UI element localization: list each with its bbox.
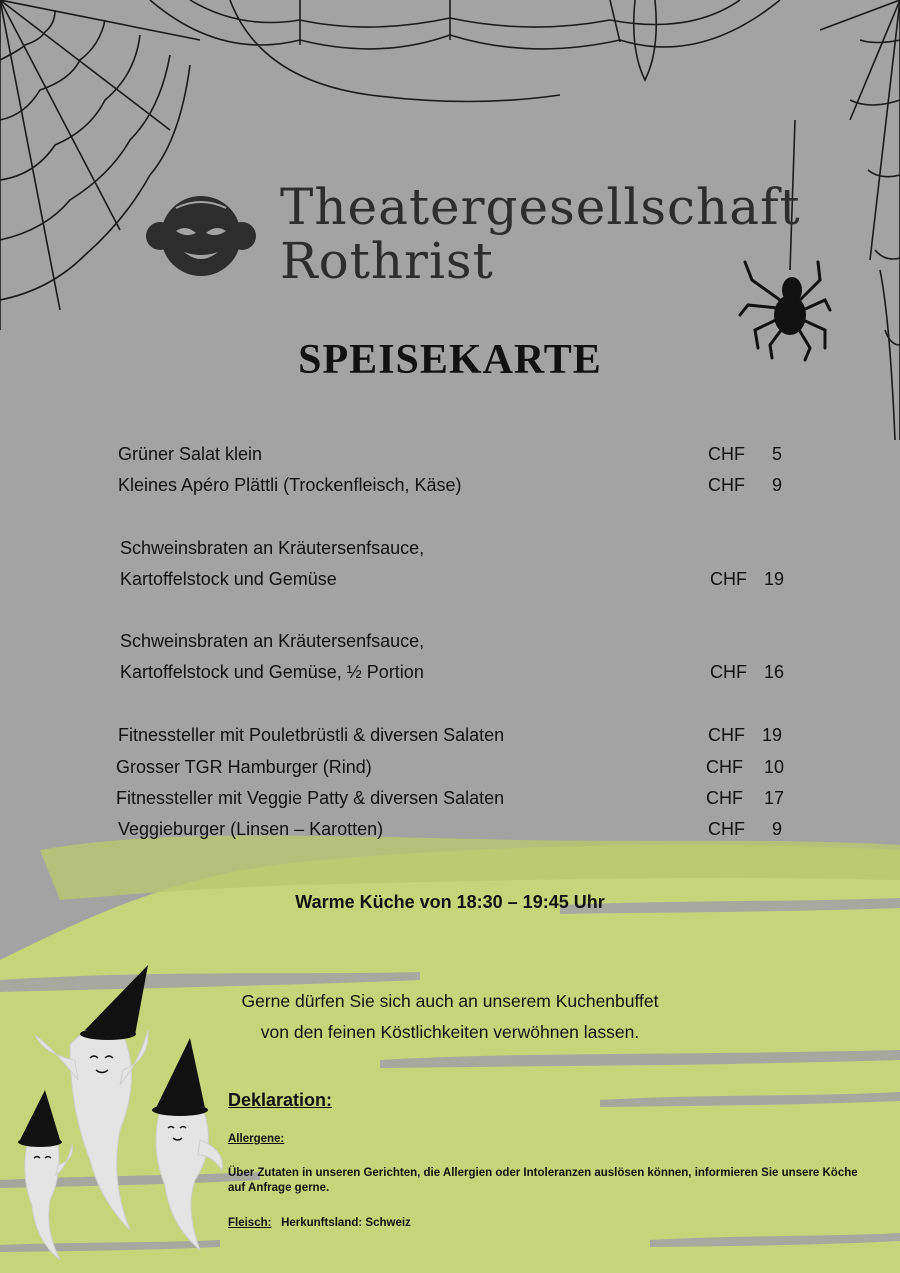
menu-item-currency: CHF [710, 569, 747, 589]
menu-item-name: Fitnessteller mit Veggie Patty & diversen Salaten [116, 788, 505, 808]
meat-label: Fleisch: [228, 1217, 272, 1229]
menu-item-name-line-1: Schweinsbraten an Kräutersenfsauce, [120, 631, 425, 651]
meat-origin-text: Herkunftsland: Schweiz [281, 1217, 411, 1229]
menu-item-currency: CHF [708, 819, 745, 839]
menu-item-price: 16 [763, 662, 784, 682]
menu-item-name: Fitnessteller mit Pouletbrüstli & diversen Salaten [118, 725, 505, 745]
menu-item-name: Kleines Apéro Plättli (Trockenfleisch, Käse) [118, 475, 462, 495]
brand-line-1: Theatergesellschaft [280, 178, 801, 236]
allergens-label: Allergene: [228, 1133, 285, 1145]
menu-item-name: Veggieburger (Linsen – Karotten) [118, 819, 384, 839]
menu-item-currency: CHF [706, 788, 743, 808]
menu-item-name: Grosser TGR Hamburger (Rind) [116, 757, 372, 777]
brand-name [280, 178, 801, 290]
menu-item-currency: CHF [710, 662, 747, 682]
menu-item-price: 9 [771, 819, 782, 839]
brand-line-2: Rothrist [280, 232, 494, 290]
menu-item-name-line-2: Kartoffelstock und Gemüse [120, 569, 337, 589]
menu-item-currency: CHF [708, 725, 745, 745]
menu-item-price: 5 [771, 444, 782, 464]
buffet-line-2: von den feinen Köstlichkeiten verwöhnen lassen. [260, 1022, 640, 1042]
menu-item-name: Grüner Salat klein [118, 444, 263, 464]
allergens-text: Über Zutaten in unseren Gerichten, die Allergien oder Intoleranzen auslösen können, informieren Sie unsere Köche auf Anfrage gerne. [228, 1167, 858, 1194]
meat-origin [228, 1216, 411, 1231]
menu-item-currency: CHF [708, 444, 745, 464]
menu-item-currency: CHF [706, 757, 743, 777]
menu-item-currency: CHF [708, 475, 745, 495]
buffet-line-1: Gerne dürfen Sie sich auch an unserem Kuchenbuffet [241, 991, 659, 1011]
declaration-title: Deklaration: [228, 1090, 333, 1110]
menu-item-price: 17 [763, 788, 784, 808]
menu-item-price: 19 [763, 569, 784, 589]
menu-item-name-line-2: Kartoffelstock und Gemüse, ½ Portion [120, 662, 424, 682]
kitchen-hours: Warme Küche von 18:30 – 19:45 Uhr [295, 892, 605, 912]
page-title: SPEISEKARTE [298, 337, 602, 383]
ghost-with-witch-hat-icon [0, 0, 230, 1273]
buffet-note [150, 986, 750, 1048]
menu-item-price: 19 [761, 725, 782, 745]
menu-item-price: 10 [763, 757, 784, 777]
menu-item-price: 9 [771, 475, 782, 495]
menu-item-name-line-1: Schweinsbraten an Kräutersenfsauce, [120, 538, 425, 558]
